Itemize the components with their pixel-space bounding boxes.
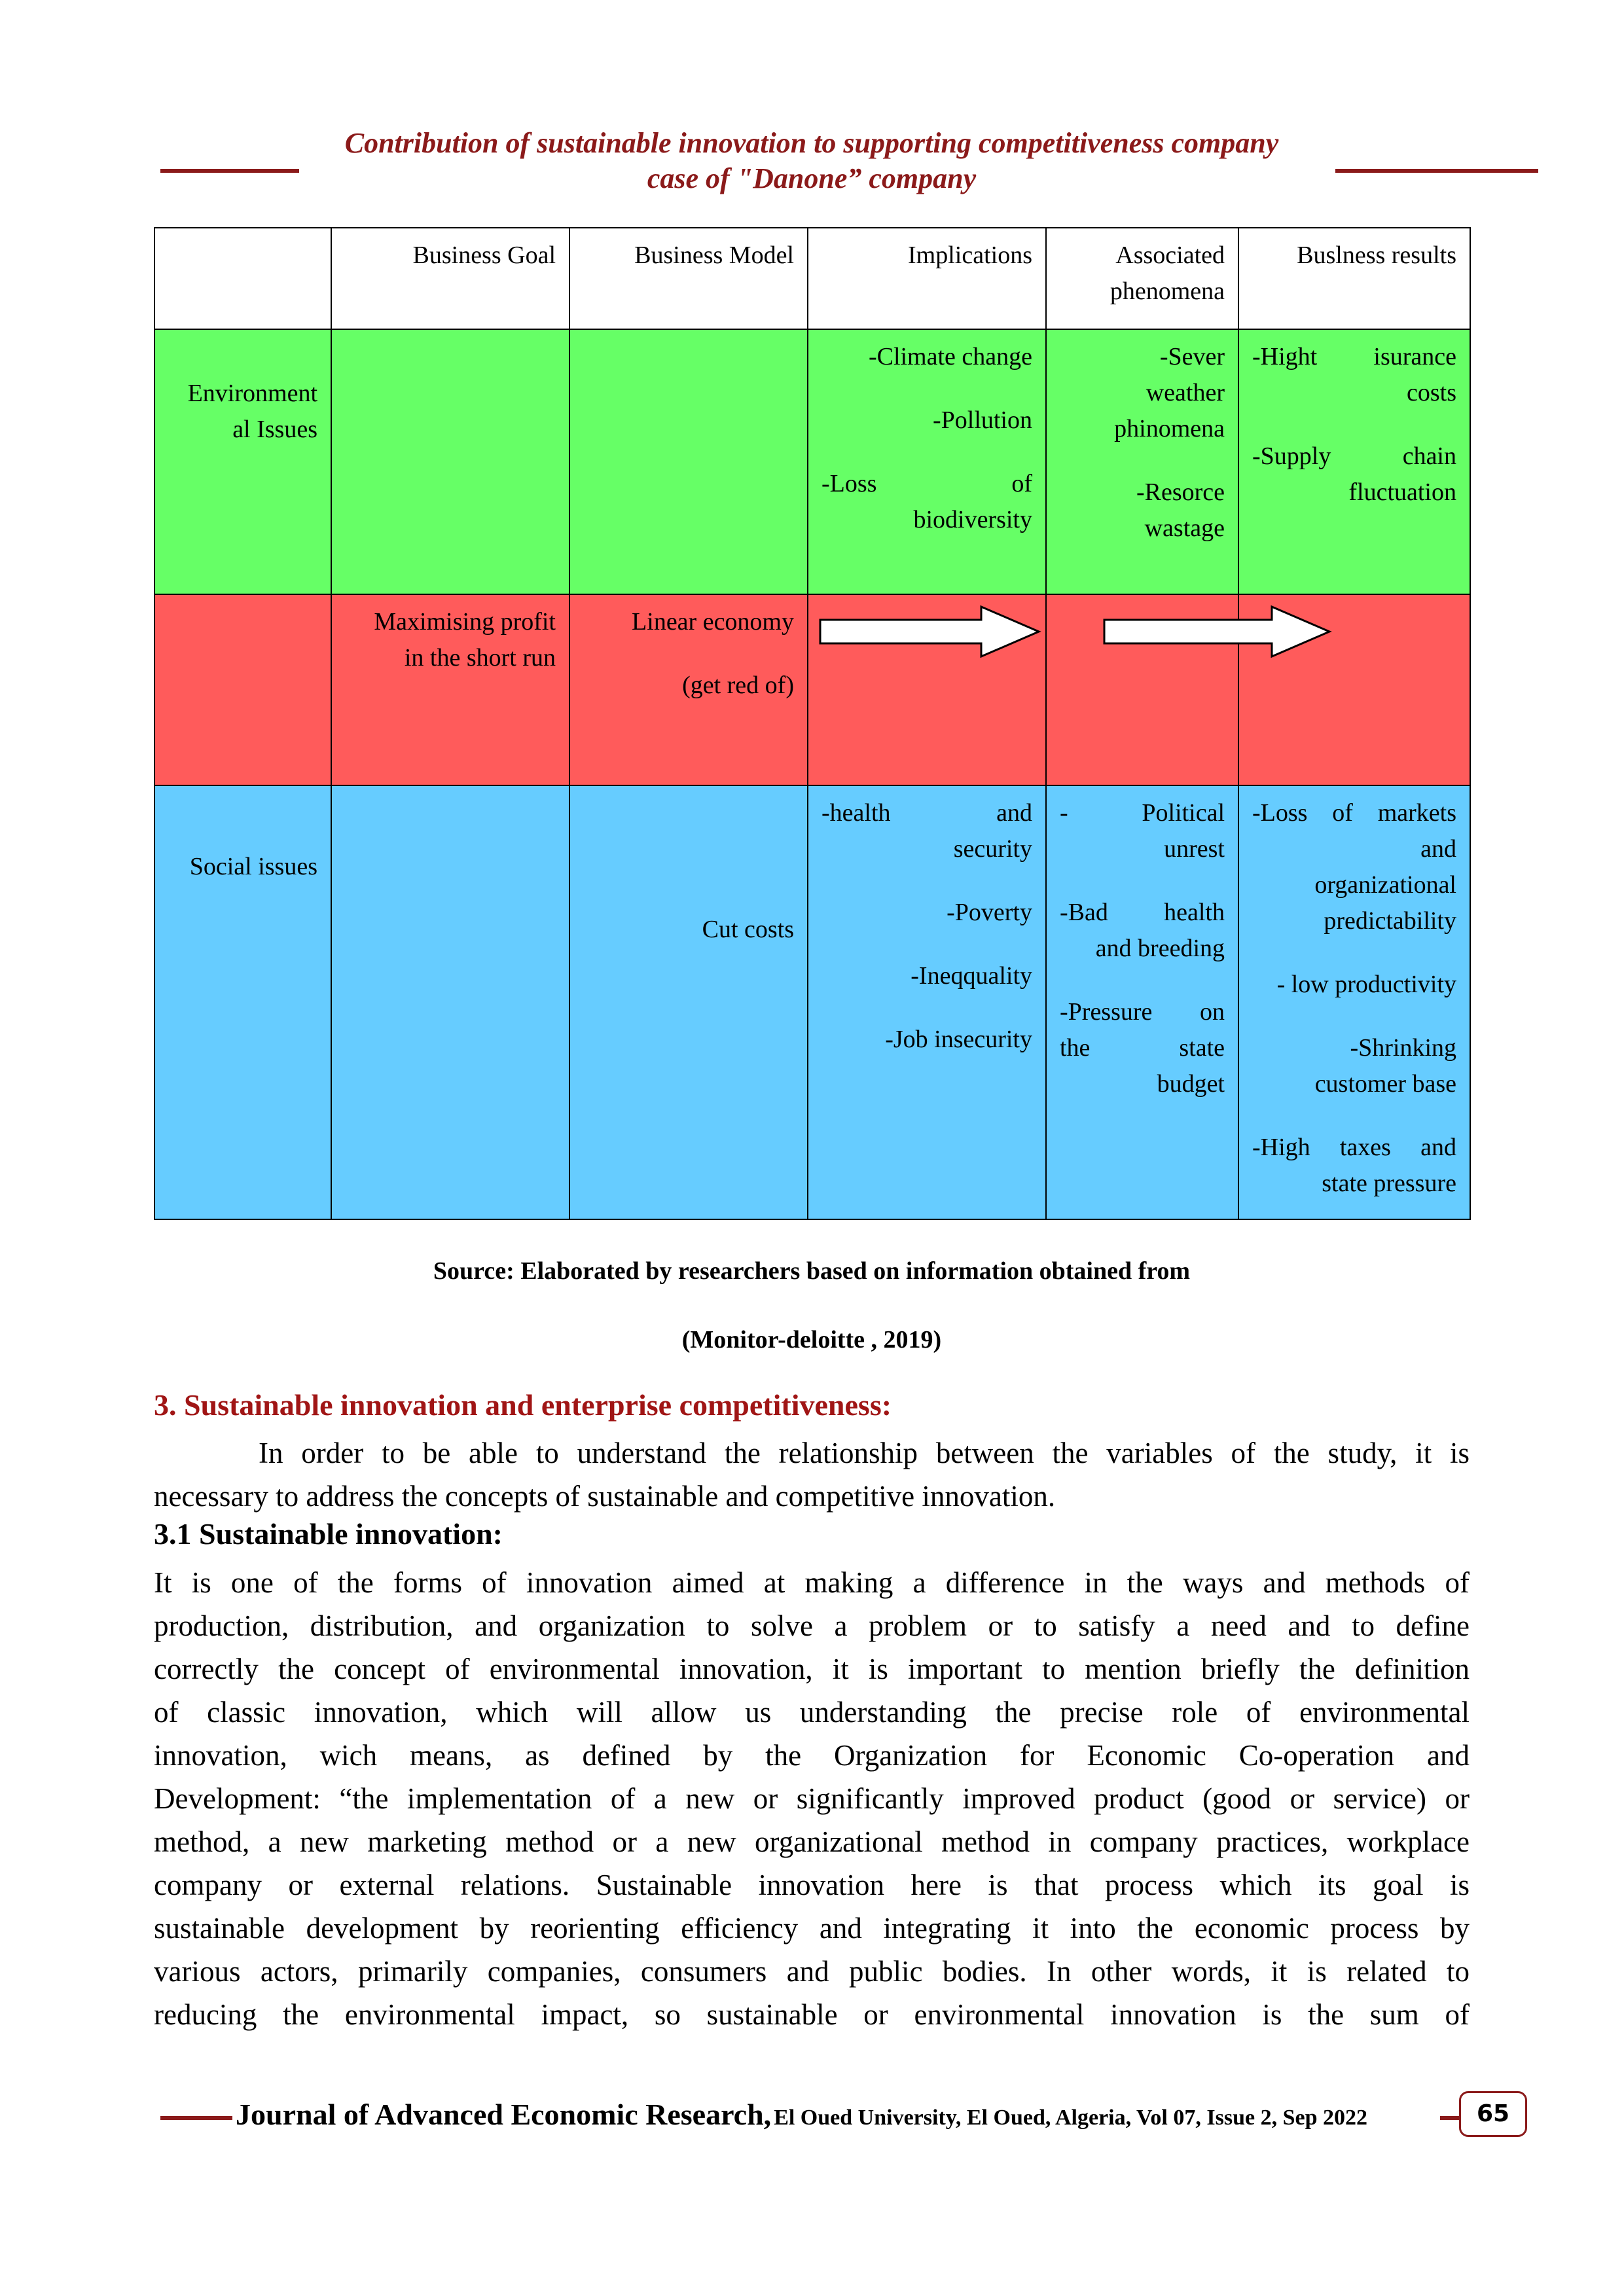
header-rule-left [160, 169, 299, 173]
table-row-linear-economy [154, 594, 1470, 785]
paragraph-line: method, a new marketing method or a new organizational method in company practices, workplace [154, 1825, 1470, 1858]
linear-business-goal: Maximising profit in the short run [331, 594, 569, 785]
footer-rule-left [160, 2116, 232, 2120]
table-source-line2: (Monitor-deloitte , 2019) [681, 1326, 942, 1354]
env-business-goal [331, 329, 569, 594]
right-arrow-icon [819, 605, 1041, 658]
social-phenomena: - Political unrest -Bad health and breeding -Pressure on the state budget [1046, 785, 1238, 1219]
paragraph-line: necessary to address the concepts of sustainable and competitive innovation. [154, 1480, 1056, 1513]
social-results: -Loss of markets and organizational predictability - low productivity -Shrinking customer base -High taxes and state pressure [1238, 785, 1470, 1219]
linear-phenomena [1046, 594, 1238, 785]
footer-rule-right [1440, 2116, 1460, 2120]
row-label-environmental: Environment al Issues [154, 329, 331, 594]
env-business-model [569, 329, 808, 594]
paragraph-line: production, distribution, and organization to solve a problem or to satisfy a need and to define [154, 1609, 1470, 1642]
section-heading-3: 3. Sustainable innovation and enterprise competitiveness: [154, 1388, 892, 1422]
paragraph-line: of classic innovation, which will allow us understanding the precise role of environmental [154, 1696, 1470, 1729]
paragraph-line: innovation, wich means, as defined by the Organization for Economic Co-operation and [154, 1739, 1470, 1772]
section31-paragraph [154, 1561, 1470, 2036]
paragraph-line: various actors, primarily companies, consumers and public bodies. In other words, it is related to [154, 1955, 1470, 1988]
running-header-line2: case of "Danone” company [647, 162, 977, 194]
running-header-line1: Contribution of sustainable innovation to supporting competitiveness company [344, 127, 1279, 159]
table-row-environmental [154, 329, 1470, 594]
table-row-social [154, 785, 1470, 1219]
paragraph-line: correctly the concept of environmental innovation, it is important to mention briefly the definition [154, 1653, 1470, 1685]
section-heading-3-1: 3.1 Sustainable innovation: [154, 1517, 503, 1551]
header-implications: Implications [808, 228, 1046, 329]
running-header [236, 126, 1388, 196]
page-number: 65 [1459, 2091, 1527, 2137]
header-business-results: Buslness results [1238, 228, 1470, 329]
env-phenomena: -Sever weather phinomena -Resorce wastage [1046, 329, 1238, 594]
paragraph-line: sustainable development by reorienting efficiency and integrating it into the economic process by [154, 1912, 1470, 1945]
linear-label [154, 594, 331, 785]
env-implications: -Climate change -Pollution -Loss of biodiversity [808, 329, 1046, 594]
header-cell-empty [154, 228, 331, 329]
header-rule-right [1335, 169, 1538, 173]
linear-implications [808, 594, 1046, 785]
linear-business-model: Linear economy (get red of) [569, 594, 808, 785]
paragraph-line: Development: “the implementation of a new or significantly improved product (good or service) or [154, 1782, 1470, 1815]
right-arrow-icon [1103, 605, 1332, 658]
sustainability-table [154, 227, 1471, 1220]
section3-paragraph [154, 1431, 1470, 1518]
social-implications: -health and security -Poverty -Ineqquality -Job insecurity [808, 785, 1046, 1219]
table-source-line1: Source: Elaborated by researchers based on information obtained from [433, 1257, 1191, 1285]
paragraph-line: reducing the environmental impact, so sustainable or environmental innovation is the sum of [154, 1998, 1470, 2031]
header-business-model: Business Model [569, 228, 808, 329]
social-business-goal [331, 785, 569, 1219]
row-label-social: Social issues [154, 785, 331, 1219]
header-business-goal: Business Goal [331, 228, 569, 329]
paragraph-line: It is one of the forms of innovation aimed at making a difference in the ways and methods of [154, 1566, 1470, 1599]
journal-footer [236, 2097, 1367, 2132]
env-results: -Hight isurance costs -Supply chain fluctuation [1238, 329, 1470, 594]
paragraph-line: In order to be able to understand the relationship between the variables of the study, it is [259, 1437, 1470, 1469]
paragraph-line: company or external relations. Sustainable innovation here is that process which its goal is [154, 1869, 1470, 1901]
journal-details: El Oued University, El Oued, Algeria, Vol 07, Issue 2, Sep 2022 [774, 2106, 1367, 2130]
table-header-row [154, 228, 1470, 329]
journal-name: Journal of Advanced Economic Research, [236, 2098, 772, 2131]
social-business-model: Cut costs [569, 785, 808, 1219]
header-associated-phenomena: Associated phenomena [1046, 228, 1238, 329]
